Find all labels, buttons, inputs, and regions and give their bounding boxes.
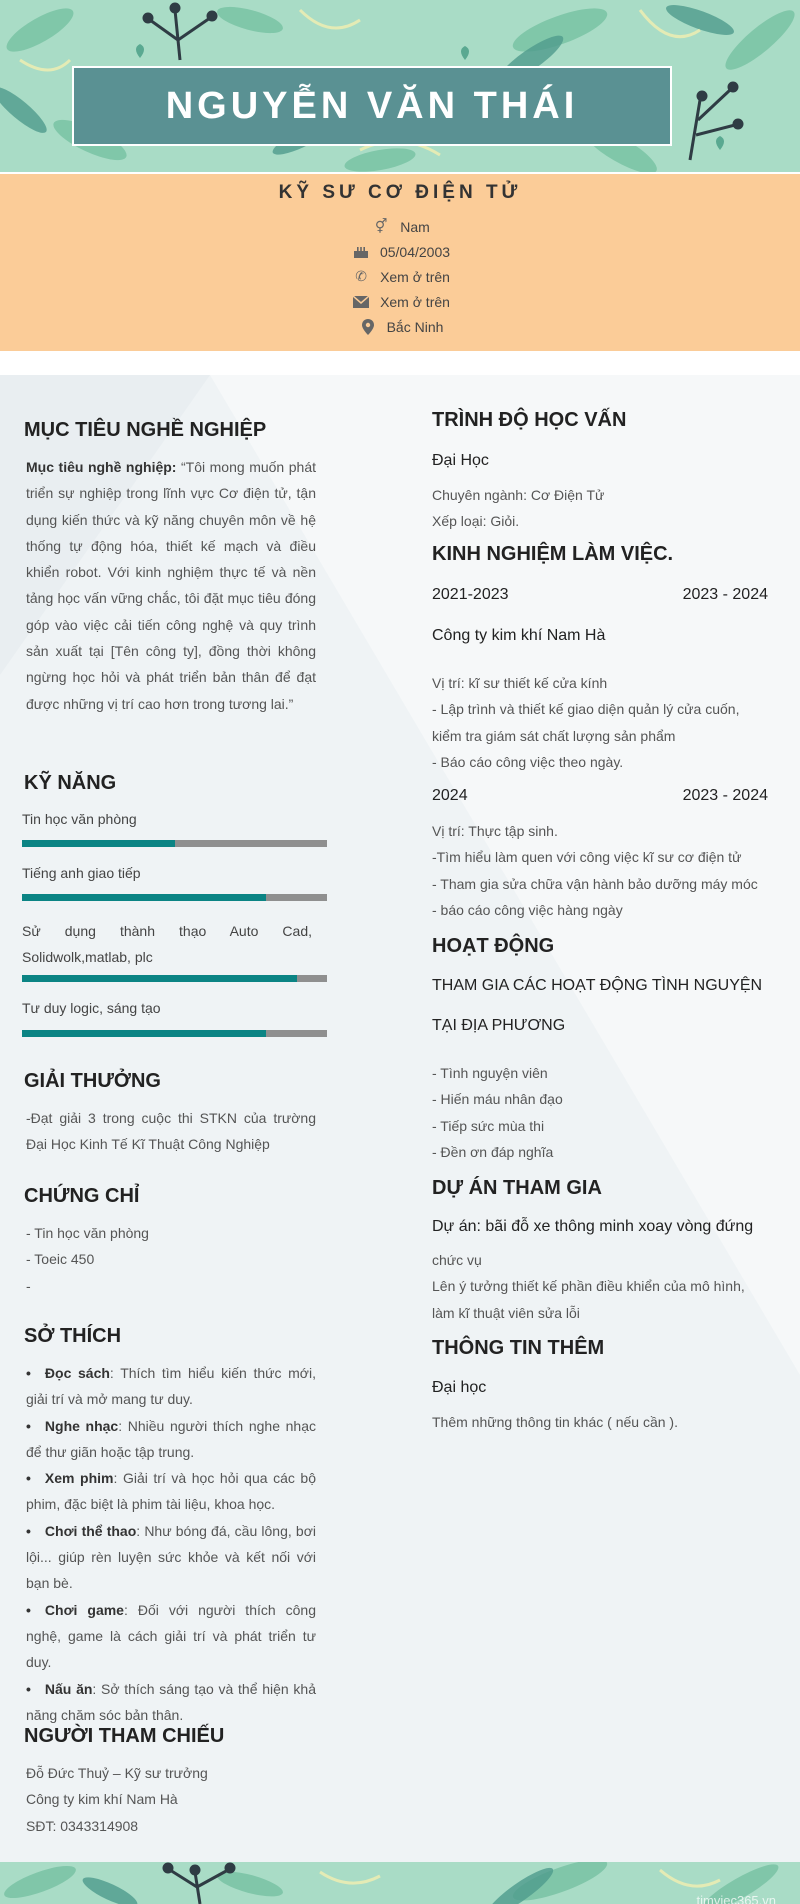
extra-heading: Đại học [432,1379,487,1396]
objective-title: MỤC TIÊU NGHỀ NGHIỆP [24,419,267,441]
job-line: Vị trí: Thực tập sinh. [432,823,558,839]
project-text: Lên ý tưởng thiết kế phần điều khiển của mô hình, làm kĩ thuật viên sửa lỗi [432,1278,745,1321]
objective-text [26,454,316,717]
activities-title: HOẠT ĐỘNG [432,935,555,957]
hobby-item [26,1518,316,1597]
activity-item: - Hiến máu nhân đạo [432,1091,563,1108]
hobby-item [26,1597,316,1676]
hobbies-title: SỞ THÍCH [24,1325,122,1347]
job-details [432,818,768,923]
certificate-item: - Tin học văn phòng [26,1225,149,1241]
activities-list [432,1060,768,1165]
phone-icon: ✆ [355,268,367,284]
name-box [72,66,672,146]
info-birthday [0,239,800,264]
hobby-desc: : Thích tìm hiểu kiến thức mới, giải trí và mở mang tư duy. [26,1365,316,1408]
education-school: Đại Học [432,452,489,469]
job-end: 2023 - 2024 [682,586,768,603]
reference-line: Đỗ Đức Thuỷ – Kỹ sư trưởng [26,1765,208,1781]
hobby-name: Chơi game [44,1601,124,1618]
job-line: - Tham gia sửa chữa vận hành bảo dưỡng máy móc [432,875,758,892]
info-gender [0,214,800,239]
education-title: TRÌNH ĐỘ HỌC VẤN [432,409,627,431]
job-start: 2021-2023 [432,586,509,603]
certificates-list [26,1220,316,1299]
activity-item: - Đền ơn đáp nghĩa [432,1143,554,1160]
project-role: chức vụ [432,1252,482,1268]
skill-bar-fill [22,894,266,901]
info-address [0,314,800,339]
job-start: 2024 [432,787,468,804]
reference-line: SĐT: 0343314908 [26,1817,139,1834]
cv-content [0,375,800,1862]
hobby-desc: : Đối với người thích công nghệ, game là cách giải trí và phát triển tư duy. [26,1601,316,1671]
skill-bar [22,840,327,847]
job-details [432,670,768,775]
skill-bar [22,1030,327,1037]
location-pin-icon [357,319,379,335]
hobby-item [26,1465,316,1518]
job-title: KỸ SƯ CƠ ĐIỆN TỬ [278,182,522,203]
education-major: Chuyên ngành: Cơ Điện Tử [432,487,605,503]
hobby-item [26,1413,316,1466]
hobby-name: Nghe nhạc [44,1417,119,1434]
extra-text: Thêm những thông tin khác ( nếu cần ). [432,1414,678,1430]
hobby-name: Chơi thể thao [44,1522,137,1539]
activities-heading: TẠI ĐỊA PHƯƠNG [432,1017,566,1034]
job-line: - Lập trình và thiết kế giao diện quản lý cửa cuốn, kiểm tra giám sát chất lượng sản phẩm [432,701,740,744]
floral-banner-bottom [0,1862,800,1904]
floral-banner-top [0,0,800,172]
certificate-item: - Toeic 450 [26,1251,95,1268]
skill-bar-fill [22,1030,266,1037]
hobby-desc: : Nhiều người thích nghe nhạc để thư giãn hoặc tập trung. [26,1417,316,1460]
hobbies-list [26,1360,316,1728]
floral-pattern-icon [0,1862,800,1904]
hobby-name: Xem phim [44,1470,114,1487]
skill-bar-fill [22,975,297,982]
job-line: Vị trí: kĩ sư thiết kế cửa kính [432,675,608,691]
certificates-title: CHỨNG CHỈ [24,1185,140,1207]
activity-item: - Tiếp sức mùa thi [432,1117,545,1134]
job-period [432,586,768,604]
job-line: - Báo cáo công việc theo ngày. [432,753,624,770]
activities-heading: THAM GIA CÁC HOẠT ĐỘNG TÌNH NGUYỆN [432,977,763,994]
awards-title: GIẢI THƯỞNG [24,1070,161,1092]
hobby-desc: : Sở thích sáng tạo và thể hiện khả năng chăm sóc bản thân. [26,1680,316,1723]
objective-body: “Tôi mong muốn phát triển sự nghiệp trong lĩnh vực Cơ điện tử, tận dụng kiến thức và kỹ năng chuyên môn về hệ thống tự động hóa, thiết kế mạch và điều khiển robot. Với kinh nghiệm thực tế và nền tảng học vấn vững chắc, tôi đặt mục tiêu đóng góp vào việc cải tiến công nghệ và quy trình sản xuất tại [Tên công ty], đồng thời không ngừng học hỏi và phát triển bản thân để đạt được những vị trí cao hơn trong tương lai.” [26,459,316,712]
birthday-value: 05/04/2003 [379,243,451,260]
experience-title: KINH NGHIỆM LÀM VIỆC. [432,543,674,565]
envelope-icon [350,294,372,310]
watermark: timviec365.vn [696,1893,776,1904]
header-info-panel [0,172,800,351]
extra-title: THÔNG TIN THÊM [432,1337,605,1359]
info-phone [0,264,800,289]
skill-bar [22,975,327,982]
certificate-item: - [26,1277,31,1294]
objective-label: Mục tiêu nghề nghiệp: [26,459,177,475]
hobby-desc: : Giải trí và học hỏi qua các bộ phim, đặc biệt là phim tài liệu, khoa học. [26,1470,317,1513]
gender-value: Nam [400,218,430,235]
skill-bar [22,894,327,901]
phone-value: Xem ở trên [380,268,450,285]
job-period [432,787,768,805]
hobby-name: Đọc sách [44,1365,110,1381]
skills-title: KỸ NĂNG [24,772,117,794]
hobby-desc: : Như bóng đá, cầu lông, bơi lội... giúp rèn luyện sức khỏe và kết nối với bạn bè. [26,1522,316,1592]
candidate-name: NGUYỄN VĂN THÁI [165,84,579,127]
email-value: Xem ở trên [380,293,450,310]
education-details [432,482,768,535]
address-value: Bắc Ninh [386,318,444,335]
projects-title: DỰ ÁN THAM GIA [432,1177,602,1199]
skill-label: Tư duy logic, sáng tạo [22,1000,161,1016]
references-title: NGƯỜI THAM CHIẾU [24,1725,225,1747]
job-line: - báo cáo công việc hàng ngày [432,901,623,918]
hobby-name: Nấu ăn [44,1680,93,1697]
hobby-item [26,1360,316,1413]
hobby-item [26,1676,316,1729]
personal-info-list [0,214,800,339]
skill-bar-fill [22,840,175,847]
job-line: -Tìm hiểu làm quen với công việc kĩ sư cơ điện tử [432,849,742,866]
references-list [26,1760,316,1839]
info-email [0,289,800,314]
job-company: Công ty kim khí Nam Hà [432,627,606,644]
skill-label: Tin học văn phòng [22,811,137,827]
education-grade: Xếp loại: Giỏi. [432,513,520,530]
reference-line: Công ty kim khí Nam Hà [26,1791,178,1808]
gender-icon: ⚥ [374,218,388,234]
awards-text: -Đạt giải 3 trong cuộc thi STKN của trường Đại Học Kinh Tế Kĩ Thuật Công Nghiệp [26,1110,316,1153]
skill-label: Tiếng anh giao tiếp [22,865,141,881]
job-end: 2023 - 2024 [682,787,768,804]
skill-label: Sử dụng thành thạo Auto Cad, Solidwolk,matlab, plc [22,923,312,965]
project-name: Dự án: bãi đỗ xe thông minh xoay vòng đứng [432,1218,754,1235]
birthday-cake-icon [350,244,372,260]
activity-item: - Tình nguyện viên [432,1065,548,1081]
project-details [432,1247,768,1326]
